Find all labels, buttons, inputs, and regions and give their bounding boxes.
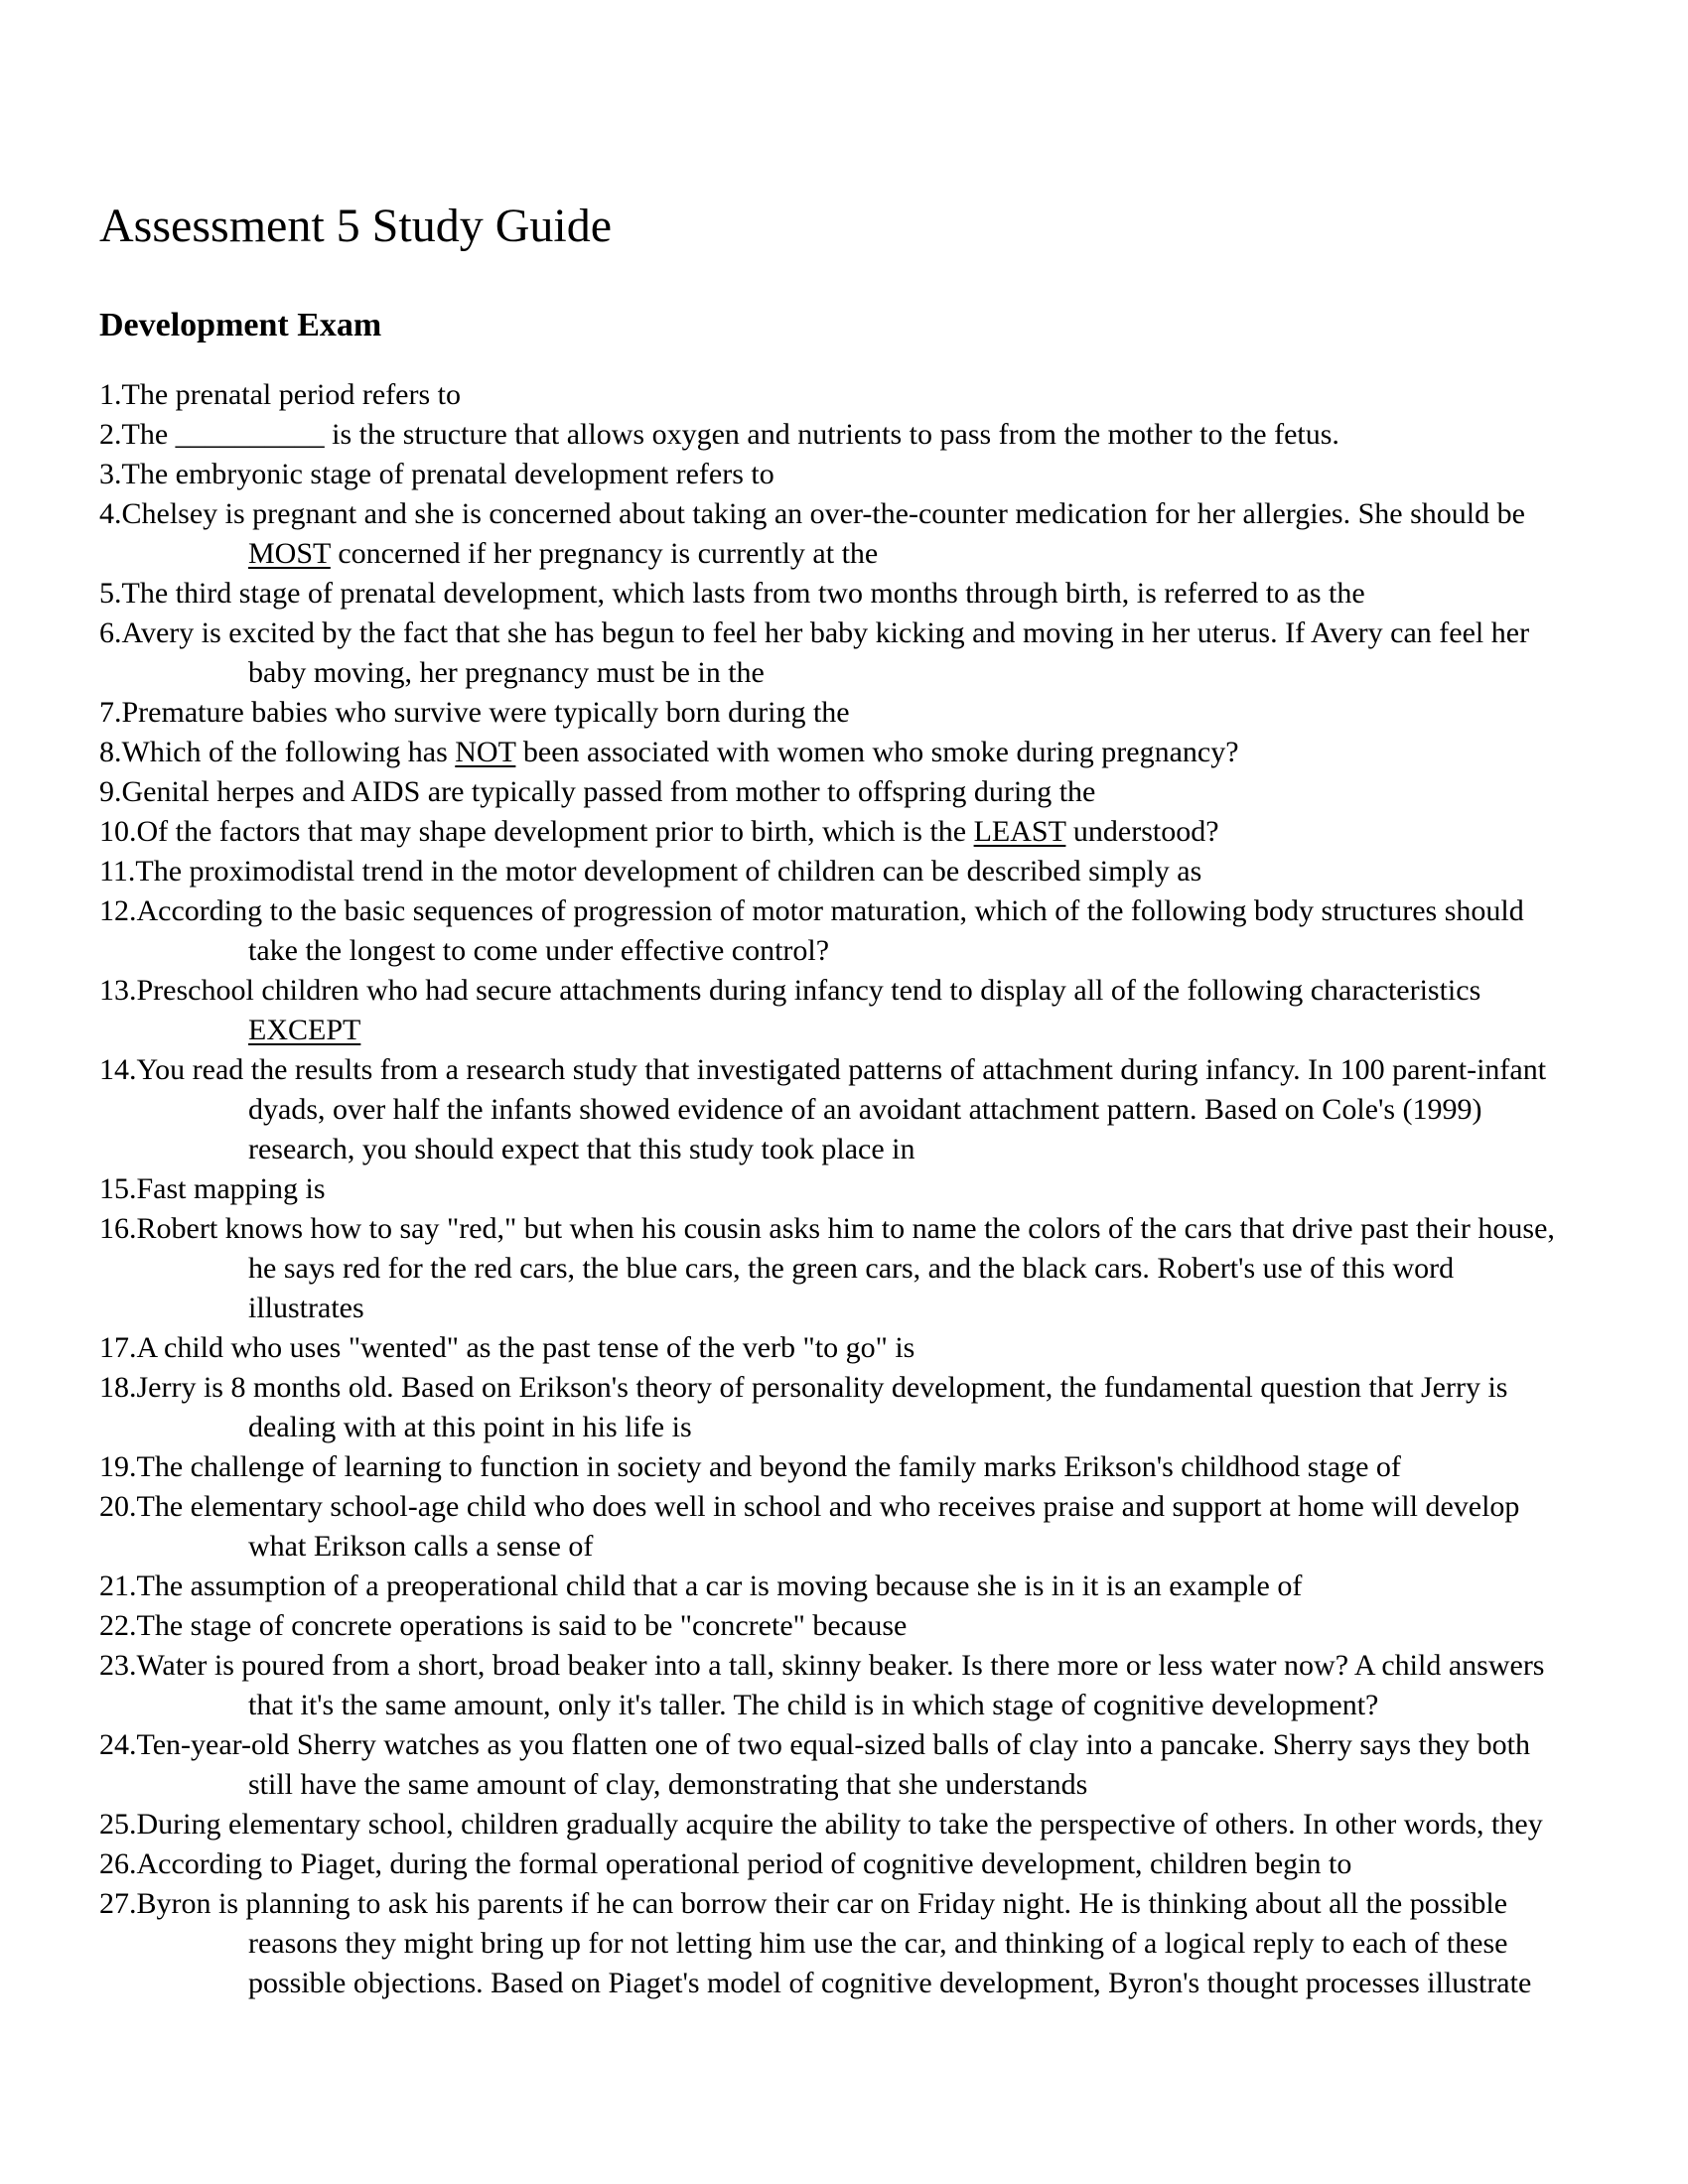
question-first-line [99,1646,1599,1686]
underlined-emphasis: MOST [248,537,331,570]
question-first-line [99,852,1599,891]
question-item [99,971,1599,1050]
question-item [99,1844,1599,1884]
question-first-line [99,891,1599,931]
question-first-line [99,1567,1599,1606]
question-text: Of the factors that may shape development prior to birth, which is the [136,815,974,848]
question-first-line [99,1050,1599,1090]
question-number: 11. [99,855,136,887]
question-number: 1. [99,378,122,411]
question-first-line [99,1487,1599,1527]
question-item [99,455,1599,494]
question-text: he says red for the red cars, the blue cars, the green cars, and the black cars. Robert's use of this word [248,1252,1455,1285]
question-number: 6. [99,616,122,649]
question-first-line [99,772,1599,812]
question-first-line [99,1844,1599,1884]
question-item [99,891,1599,971]
question-first-line [99,1328,1599,1368]
question-text: possible objections. Based on Piaget's model of cognitive development, Byron's thought processes illustrate [248,1967,1532,1999]
question-number: 21. [99,1570,137,1602]
question-text: A child who uses "wented" as the past tense of the verb "to go" is [136,1331,915,1364]
question-continuation-line [99,1249,1599,1289]
question-item [99,693,1599,733]
question-text: During elementary school, children gradually acquire the ability to take the perspective of others. In other words, they [136,1808,1543,1841]
question-item [99,1487,1599,1567]
question-item [99,1209,1599,1328]
question-item [99,375,1599,415]
question-number: 8. [99,736,122,768]
question-first-line [99,1209,1599,1249]
question-number: 13. [99,974,137,1007]
question-text: reasons they might bring up for not letting him use the car, and thinking of a logical reply to each of these [248,1927,1508,1960]
question-first-line [99,812,1599,852]
question-number: 3. [99,458,122,490]
question-text: The elementary school-age child who does well in school and who receives praise and support at home will develop [136,1490,1520,1523]
question-text: still have the same amount of clay, demonstrating that she understands [248,1768,1088,1801]
question-text: The proximodistal trend in the motor development of children can be described simply as [135,855,1202,887]
question-first-line [99,494,1599,534]
question-text: According to the basic sequences of progression of motor maturation, which of the following body structures should [136,894,1524,927]
question-text: dealing with at this point in his life is [248,1411,692,1443]
question-first-line [99,1884,1599,1924]
question-item [99,772,1599,812]
question-continuation-line [99,1527,1599,1567]
question-first-line [99,693,1599,733]
question-text: You read the results from a research study that investigated patterns of attachment during infancy. In 100 parent-infant [136,1053,1547,1086]
question-item [99,614,1599,693]
question-first-line [99,455,1599,494]
question-text: Preschool children who had secure attachments during infancy tend to display all of the following characteristics [136,974,1481,1007]
question-first-line [99,971,1599,1011]
question-item [99,1606,1599,1646]
question-text: understood? [1065,815,1219,848]
question-number: 26. [99,1847,137,1880]
question-item [99,1725,1599,1805]
question-number: 27. [99,1887,137,1920]
question-item [99,1169,1599,1209]
question-text: what Erikson calls a sense of [248,1530,594,1563]
section-heading: Development Exam [99,307,382,343]
question-continuation-line [99,534,1599,574]
question-continuation-line [99,1011,1599,1050]
question-text: that it's the same amount, only it's taller. The child is in which stage of cognitive development? [248,1689,1379,1721]
question-item [99,812,1599,852]
question-text: dyads, over half the infants showed evidence of an avoidant attachment pattern. Based on Cole's (1999) [248,1093,1482,1126]
question-item [99,1567,1599,1606]
question-text: Premature babies who survive were typically born during the [121,696,850,729]
question-item [99,1447,1599,1487]
question-number: 19. [99,1450,137,1483]
question-text: Water is poured from a short, broad beaker into a tall, skinny beaker. Is there more or less water now? A child answers [136,1649,1545,1682]
question-first-line [99,1368,1599,1408]
question-first-line [99,1805,1599,1844]
document-title: Assessment 5 Study Guide [99,200,612,252]
underlined-emphasis: LEAST [973,815,1066,848]
question-first-line [99,574,1599,614]
question-number: 16. [99,1212,137,1245]
question-text: The third stage of prenatal development, which lasts from two months through birth, is referred to as the [121,577,1365,610]
question-number: 18. [99,1371,137,1404]
question-text: Byron is planning to ask his parents if he can borrow their car on Friday night. He is thinking about all the possible [136,1887,1508,1920]
question-item [99,852,1599,891]
question-continuation-line [99,1765,1599,1805]
question-first-line [99,375,1599,415]
underlined-emphasis: EXCEPT [248,1014,361,1046]
question-text: Avery is excited by the fact that she has begun to feel her baby kicking and moving in her uterus. If Avery can feel her [121,616,1530,649]
question-text: Chelsey is pregnant and she is concerned about taking an over-the-counter medication for her allergies. She should be [121,497,1525,530]
question-text: The __________ is the structure that allows oxygen and nutrients to pass from the mother to the fetus. [121,418,1339,451]
question-first-line [99,733,1599,772]
question-continuation-line [99,1686,1599,1725]
question-number: 10. [99,815,137,848]
question-continuation-line [99,1408,1599,1447]
question-number: 7. [99,696,122,729]
question-text: The embryonic stage of prenatal development refers to [121,458,774,490]
question-text: research, you should expect that this study took place in [248,1133,915,1165]
question-text: Fast mapping is [136,1172,326,1205]
question-first-line [99,614,1599,653]
question-number: 4. [99,497,122,530]
question-text: Which of the following has [121,736,456,768]
question-text: baby moving, her pregnancy must be in the [248,656,765,689]
question-continuation-line [99,1130,1599,1169]
question-item [99,1646,1599,1725]
question-number: 14. [99,1053,137,1086]
question-first-line [99,1447,1599,1487]
question-first-line [99,1606,1599,1646]
question-text: Jerry is 8 months old. Based on Erikson's theory of personality development, the fundamental question that Jerry is [136,1371,1508,1404]
question-item [99,415,1599,455]
question-text: been associated with women who smoke during pregnancy? [515,736,1239,768]
question-number: 2. [99,418,122,451]
question-text: illustrates [248,1292,364,1324]
question-text: The assumption of a preoperational child that a car is moving because she is in it is an example of [136,1570,1303,1602]
question-text: Robert knows how to say "red," but when his cousin asks him to name the colors of the cars that drive past their house, [136,1212,1555,1245]
question-continuation-line [99,1924,1599,1964]
question-number: 15. [99,1172,137,1205]
question-text: take the longest to come under effective control? [248,934,830,967]
question-continuation-line [99,1964,1599,2003]
question-number: 25. [99,1808,137,1841]
question-first-line [99,415,1599,455]
question-text: The challenge of learning to function in society and beyond the family marks Erikson's childhood stage of [136,1450,1401,1483]
question-number: 24. [99,1728,137,1761]
question-number: 9. [99,775,122,808]
question-number: 23. [99,1649,137,1682]
question-item [99,1884,1599,2003]
question-item [99,1805,1599,1844]
question-text: The prenatal period refers to [121,378,461,411]
question-continuation-line [99,931,1599,971]
question-text: According to Piaget, during the formal operational period of cognitive development, children begin to [136,1847,1352,1880]
question-continuation-line [99,1289,1599,1328]
question-text: Ten-year-old Sherry watches as you flatten one of two equal-sized balls of clay into a pancake. Sherry says they both [136,1728,1530,1761]
question-item [99,1368,1599,1447]
question-number: 20. [99,1490,137,1523]
question-first-line [99,1169,1599,1209]
question-continuation-line [99,1090,1599,1130]
question-number: 22. [99,1609,137,1642]
question-item [99,494,1599,574]
question-number: 12. [99,894,137,927]
question-text: concerned if her pregnancy is currently at the [330,537,879,570]
question-text: Genital herpes and AIDS are typically passed from mother to offspring during the [121,775,1096,808]
question-text: The stage of concrete operations is said to be "concrete" because [136,1609,908,1642]
question-number: 5. [99,577,122,610]
question-item [99,574,1599,614]
underlined-emphasis: NOT [455,736,516,768]
question-number: 17. [99,1331,137,1364]
questions-list [99,375,1599,2003]
question-item [99,733,1599,772]
question-item [99,1050,1599,1169]
question-continuation-line [99,653,1599,693]
question-item [99,1328,1599,1368]
question-first-line [99,1725,1599,1765]
